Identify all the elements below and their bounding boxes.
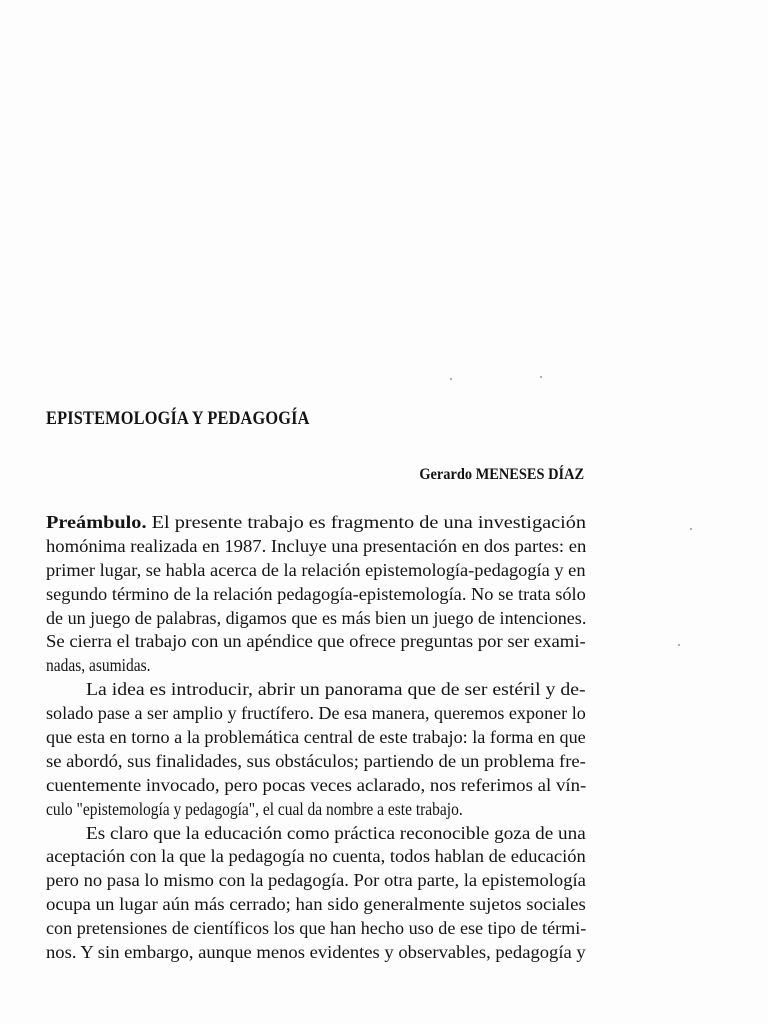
paragraph-line xyxy=(46,845,586,869)
line-text: aceptación con la que la pedagogía no cuenta, todos hablan de educación xyxy=(46,846,586,867)
paragraph-line xyxy=(46,607,586,631)
line-text: El presente trabajo es fragmento de una investigación xyxy=(146,512,587,532)
paragraph-line xyxy=(46,893,586,917)
line-text: con pretensiones de científicos los que han hecho uso de ese tipo de térmi- xyxy=(46,918,587,939)
line-text: primer lugar, se habla acerca de la relación epistemología-pedagogía y en xyxy=(46,559,586,580)
paragraph-line xyxy=(46,702,586,726)
document-title: EPISTEMOLOGÍA Y PEDAGOGÍA xyxy=(46,408,310,429)
scan-speck xyxy=(678,644,680,646)
line-text: nos. Y sin embargo, aunque menos evidentes y observables, pedagogía y xyxy=(46,942,586,963)
paragraph-line xyxy=(46,654,586,678)
line-text: homónima realizada en 1987. Incluye una presentación en dos partes: en xyxy=(46,535,587,556)
paragraph-line xyxy=(46,559,586,583)
line-text: cuentemente invocado, pero pocas veces aclarado, nos referimos al vín- xyxy=(46,774,587,795)
paragraph-line xyxy=(46,630,586,654)
line-text: ocupa un lugar aún más cerrado; han sido generalmente sujetos sociales xyxy=(46,894,586,915)
author-name: Gerardo MENESES DÍAZ xyxy=(419,466,584,483)
paragraph-line xyxy=(46,941,586,965)
line-text: se abordó, sus finalidades, sus obstáculos; partiendo de un problema fre- xyxy=(46,750,586,771)
paragraph-line xyxy=(46,726,586,750)
body-text xyxy=(46,511,586,965)
paragraph-line xyxy=(46,917,586,941)
paragraph-line xyxy=(46,678,586,702)
line-text: Es claro que la educación como práctica reconocible goza de una xyxy=(86,822,586,843)
scan-speck xyxy=(690,528,692,530)
paragraph-line xyxy=(46,535,586,559)
paragraph-line xyxy=(46,583,586,607)
line-text: nadas, asumidas. xyxy=(46,655,151,676)
line-text: segundo término de la relación pedagogía-epistemología. No se trata sólo xyxy=(46,583,586,604)
paragraph-line xyxy=(46,750,586,774)
paragraph-line xyxy=(46,869,586,893)
paragraph-line xyxy=(46,822,586,846)
line-text: Se cierra el trabajo con un apéndice que ofrece preguntas por ser exami- xyxy=(46,631,586,652)
line-text: que esta en torno a la problemática central de este trabajo: la forma en que xyxy=(46,727,586,748)
paragraph-line xyxy=(46,511,586,535)
scan-speck xyxy=(450,378,452,380)
line-text: solado pase a ser amplio y fructífero. De esa manera, queremos exponer lo xyxy=(46,703,586,724)
line-text: de un juego de palabras, digamos que es más bien un juego de intenciones. xyxy=(46,607,587,628)
preamble-heading: Preámbulo. xyxy=(46,512,147,532)
paragraph-line xyxy=(46,798,586,822)
paragraph-line xyxy=(46,774,586,798)
scan-speck xyxy=(540,376,542,378)
line-text: La idea es introducir, abrir un panorama que de ser estéril y de- xyxy=(86,679,586,700)
line-text: culo "epistemología y pedagogía", el cual da nombre a este trabajo. xyxy=(46,798,463,819)
line-text: pero no pasa lo mismo con la pedagogía. Por otra parte, la epistemología xyxy=(46,870,586,891)
